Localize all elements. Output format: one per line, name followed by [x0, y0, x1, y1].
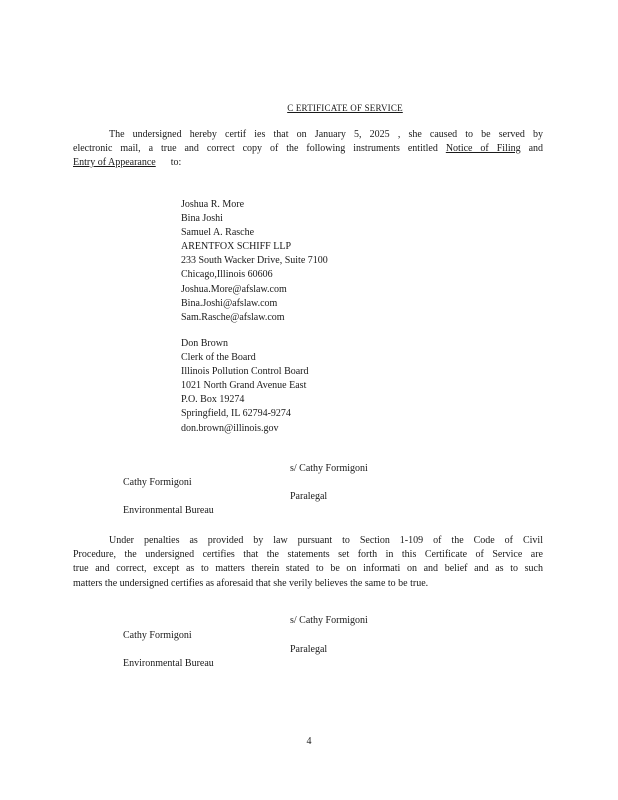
- email-line: Sam.Rasche@afslaw.com: [181, 311, 285, 323]
- email-line: Bina.Joshi@afslaw.com: [181, 297, 278, 309]
- penalty-line-2: Procedure, the undersigned certifies that the statements set forth in this Certificate of Service are: [73, 549, 543, 561]
- penalty-paragraph: [73, 534, 543, 591]
- address-line: Illinois Pollution Control Board: [181, 366, 309, 378]
- address-line: Bina Joshi: [181, 213, 223, 225]
- recipient-block-clerk: [181, 337, 309, 436]
- signer-title-2: Paralegal: [290, 644, 328, 655]
- page-title: C ERTIFICATE OF SERVICE: [287, 103, 403, 113]
- address-line: Don Brown: [181, 338, 228, 349]
- entry-of-appearance: Entry of Appearance: [73, 157, 156, 168]
- address-line: Springfield, IL 62794-9274: [181, 408, 291, 420]
- address-line: 233 South Wacker Drive, Suite 7100: [181, 255, 328, 267]
- signer-dept-1: Environmental Bureau: [123, 505, 214, 516]
- address-line: Joshua R. More: [181, 199, 245, 210]
- notice-of-filing: Notice of Filing: [445, 143, 521, 154]
- penalty-line-4: matters the undersigned certifies as aforesaid that she verily believes the same to be true.: [73, 577, 429, 589]
- signature-line-1: s/ Cathy Formigoni: [290, 463, 368, 474]
- email-line: Joshua.More@afslaw.com: [181, 283, 287, 295]
- address-line: ARENTFOX SCHIFF LLP: [181, 241, 292, 253]
- signer-title-1: Paralegal: [290, 491, 328, 502]
- address-line: 1021 North Grand Avenue East: [181, 380, 307, 392]
- address-line: P.O. Box 19274: [181, 394, 245, 406]
- signer-name-1: Cathy Formigoni: [123, 477, 192, 488]
- email-line: don.brown@illinois.gov: [181, 422, 279, 434]
- penalty-line-1: Under penalties as provided by law pursuant to Section 1-109 of the Code of Civil: [109, 535, 543, 546]
- intro-line-3: Entry of Appearance to:: [73, 157, 182, 168]
- signature-line-2: s/ Cathy Formigoni: [290, 615, 368, 626]
- address-line: Chicago,Illinois 60606: [181, 269, 273, 281]
- intro-line-1: The undersigned hereby certif ies that on January 5, 2025 , she caused to be served by: [109, 129, 543, 140]
- recipient-block-counsel: [181, 198, 328, 325]
- intro-paragraph: [73, 128, 543, 170]
- page-number: 4: [306, 736, 312, 747]
- intro-line-2: electronic mail, a true and correct copy of the following instruments entitled Notice of Filing and: [73, 143, 544, 154]
- signer-dept-2: Environmental Bureau: [123, 658, 214, 669]
- penalty-line-3: true and correct, except as to matters therein stated to be on informati on and belief and as to such: [73, 563, 543, 575]
- address-line: Clerk of the Board: [181, 352, 256, 364]
- address-line: Samuel A. Rasche: [181, 227, 255, 239]
- signer-name-2: Cathy Formigoni: [123, 630, 192, 641]
